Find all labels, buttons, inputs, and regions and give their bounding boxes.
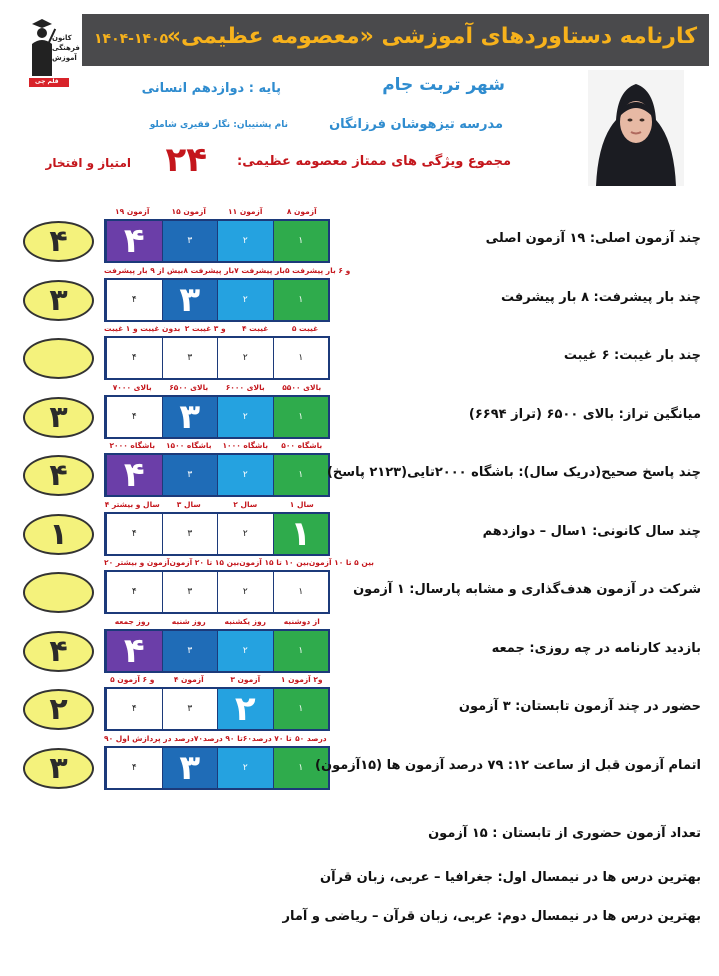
total-value: ۲۴ — [165, 140, 207, 180]
level-cell-1: ۱ — [273, 455, 329, 495]
score-circle: ۱ — [23, 514, 94, 555]
row-level-labels — [104, 324, 330, 336]
level-box — [104, 746, 330, 790]
level-cell-4: ۴ — [106, 748, 162, 788]
level-cell-3: ۳ — [162, 221, 218, 261]
question-text: چند پاسخ صحیح(دریک سال): باشگاه ۲۰۰۰تایی(۲۱۲۳ پاسخ) — [326, 465, 701, 480]
level-cell-4: ۴ — [106, 631, 162, 671]
level-label: ۹۰ درصد در پردازش اول — [104, 734, 194, 743]
level-cell-3: ۳ — [162, 338, 218, 378]
level-label: بالای ۶۵۰۰ — [169, 383, 209, 392]
row-level-labels — [104, 383, 330, 395]
level-label: ۵ و ۶ بار پیشرفت — [284, 266, 351, 275]
level-label: ۵ و ۶ آزمون — [110, 675, 155, 684]
row-level-labels — [104, 441, 330, 453]
level-cell-3: ۳ — [162, 631, 218, 671]
total-suffix: امتیاز و افتخار — [45, 156, 131, 170]
logo-text-4: قلم چی — [35, 78, 59, 85]
city-label: شهر تربت جام — [382, 75, 505, 95]
level-label: ۴ آزمون — [173, 675, 204, 684]
level-label: باشگاه ۱۵۰۰ — [165, 441, 212, 450]
level-label: ۲۰ آزمون و بیشتر — [104, 558, 170, 567]
question-text: چند آزمون اصلی: ۱۹ آزمون اصلی — [485, 231, 701, 246]
level-label: ۳ آزمون — [230, 675, 261, 684]
level-label: ۷ بار پیشرفت — [234, 266, 285, 275]
score-circle: ۴ — [23, 221, 94, 262]
level-cell-3: ۳ — [162, 514, 218, 554]
level-box — [104, 219, 330, 263]
level-cell-4: ۴ — [106, 338, 162, 378]
level-label: از دوشنبه — [283, 617, 320, 626]
total-label: مجموع ویژگی های ممتاز معصومه عظیمی: — [237, 154, 511, 169]
level-cell-4: ۴ — [106, 221, 162, 261]
level-cell-2: ۲ — [217, 455, 273, 495]
logo-text-1: کانون — [52, 34, 72, 42]
row-level-labels — [104, 734, 330, 746]
level-label: بین ۱۰ تا ۱۵ آزمون — [239, 558, 309, 567]
level-cell-2: ۲ — [217, 280, 273, 320]
row-level-labels — [104, 207, 330, 219]
question-text: چند سال کانونی: ۱سال – دوازدهم — [482, 524, 701, 539]
level-cell-2: ۲ — [217, 221, 273, 261]
level-cell-3: ۳ — [162, 397, 218, 437]
question-text: شرکت در آزمون هدف‌گذاری و مشابه پارسال: ۱ آزمون — [353, 582, 701, 597]
level-label: روز شنبه — [171, 617, 206, 626]
level-box — [104, 570, 330, 614]
level-label: بالای ۶۰۰۰ — [225, 383, 265, 392]
footer-line-1: تعداد آزمون حضوری از تابستان : ۱۵ آزمون — [428, 826, 701, 841]
level-cell-2: ۲ — [217, 397, 273, 437]
level-box — [104, 336, 330, 380]
title-bar — [82, 14, 709, 66]
level-label: بالای ۵۵۰۰ — [282, 383, 322, 392]
footer-line-2: بهترین درس ها در نیمسال اول: جغرافیا – عربی، زبان قرآن — [319, 870, 701, 885]
level-label: بدون غیبت و ۱ غیبت — [104, 324, 181, 333]
score-circle: ۴ — [23, 631, 94, 672]
level-cell-2: ۲ — [217, 338, 273, 378]
level-label: روز جمعه — [114, 617, 150, 626]
level-label: ۸ آزمون — [286, 207, 317, 216]
level-box — [104, 395, 330, 439]
grade-label: پایه : دوازدهم انسانی — [141, 81, 281, 96]
academic-year: ۱۴۰۴-۱۴۰۵ — [94, 31, 169, 47]
row-level-labels — [104, 558, 374, 570]
level-cell-1: ۱ — [273, 572, 329, 612]
level-box — [104, 687, 330, 731]
level-cell-1: ۱ — [273, 280, 329, 320]
level-cell-1: ۱ — [273, 338, 329, 378]
level-cell-1: ۱ — [273, 748, 329, 788]
level-label: ۱۱ آزمون — [228, 207, 263, 216]
level-label: ۴ غیبت — [241, 324, 269, 333]
level-label: ۱ و۲ آزمون — [280, 675, 323, 684]
score-circle: ۲ — [23, 689, 94, 730]
level-cell-1: ۱ — [273, 689, 329, 729]
student-photo — [588, 70, 684, 186]
level-box — [104, 629, 330, 673]
level-label: ۵ غیبت — [291, 324, 319, 333]
question-text: بازدید کارنامه در چه روزی: جمعه — [491, 641, 701, 656]
score-circle — [23, 572, 94, 613]
level-box — [104, 453, 330, 497]
level-cell-3: ۳ — [162, 689, 218, 729]
question-text: حضور در چند آزمون تابستان: ۳ آزمون — [458, 699, 701, 714]
level-cell-4: ۴ — [106, 397, 162, 437]
question-text: چند بار غیبت: ۶ غیبت — [563, 348, 701, 363]
level-cell-2: ۲ — [217, 748, 273, 788]
level-label: ۶۰تا ۷۰ درصد — [242, 734, 292, 743]
level-label: بالای ۷۰۰۰ — [112, 383, 152, 392]
level-cell-3: ۳ — [162, 455, 218, 495]
kanoon-logo — [22, 14, 80, 92]
level-box — [104, 512, 330, 556]
score-circle — [23, 338, 94, 379]
level-cell-1: ۱ — [273, 221, 329, 261]
level-cell-2: ۲ — [217, 631, 273, 671]
score-circle: ۳ — [23, 748, 94, 789]
score-circle: ۳ — [23, 397, 94, 438]
question-text: میانگین تراز: بالای ۶۵۰۰ (تراز ۶۶۹۴) — [468, 407, 701, 422]
level-label: ۱۹ آزمون — [115, 207, 150, 216]
row-level-labels — [104, 617, 330, 629]
level-label: باشگاه ۲۰۰۰ — [109, 441, 156, 450]
level-cell-2: ۲ — [217, 572, 273, 612]
level-label: ۲ سال — [233, 500, 258, 509]
level-label: ۱۵ آزمون — [171, 207, 206, 216]
level-cell-1: ۱ — [273, 514, 329, 554]
question-text: اتمام آزمون قبل از ساعت ۱۲: ۷۹ درصد آزمون ها (۱۵آزمون) — [315, 758, 701, 773]
level-label: ۲ و ۳ غیبت — [184, 324, 226, 333]
question-text: چند بار پیشرفت: ۸ بار پیشرفت — [500, 290, 701, 305]
logo-text-2: فرهنگی — [52, 44, 80, 52]
level-label: ۱ سال — [289, 500, 314, 509]
level-cell-4: ۴ — [106, 514, 162, 554]
level-label: ۵۰ درصد — [295, 734, 327, 743]
level-cell-3: ۳ — [162, 748, 218, 788]
level-label: باشگاه ۵۰۰ — [281, 441, 323, 450]
row-level-labels — [104, 500, 330, 512]
level-label: بین ۱۵ تا ۲۰ آزمون — [169, 558, 240, 567]
footer-line-3: بهترین درس ها در نیمسال دوم: عربی، زبان قرآن – ریاضی و آمار — [282, 909, 701, 924]
level-cell-1: ۱ — [273, 397, 329, 437]
level-cell-2: ۲ — [217, 514, 273, 554]
row-level-labels — [104, 675, 330, 687]
level-cell-4: ۴ — [106, 689, 162, 729]
level-label: روز یکشنبه — [224, 617, 266, 626]
level-cell-4: ۴ — [106, 572, 162, 612]
row-level-labels — [104, 266, 351, 278]
level-cell-2: ۲ — [217, 689, 273, 729]
level-label: بیش از ۹ بار پیشرفت — [104, 266, 184, 275]
level-label: ۸ بار پیشرفت — [183, 266, 235, 275]
level-cell-3: ۳ — [162, 572, 218, 612]
level-cell-4: ۴ — [106, 455, 162, 495]
level-cell-3: ۳ — [162, 280, 218, 320]
logo-text-3: آموزش — [52, 54, 77, 62]
score-circle: ۴ — [23, 455, 94, 496]
level-box — [104, 278, 330, 322]
school-label: مدرسه تیزهوشان فرزانگان — [329, 117, 503, 132]
level-label: ۷۰تا ۹۰ درصد — [193, 734, 243, 743]
level-label: ۴ سال و بیشتر — [104, 500, 160, 509]
level-cell-1: ۱ — [273, 631, 329, 671]
supporter-label: نام پشتیبان: نگار فقیری شاملو — [149, 120, 288, 130]
level-label: بین ۵ تا ۱۰ آزمون — [308, 558, 374, 567]
level-cell-4: ۴ — [106, 280, 162, 320]
page-title: کارنامه دستاوردهای آموزشی «معصومه عظیمی» — [166, 24, 697, 49]
level-label: باشگاه ۱۰۰۰ — [222, 441, 269, 450]
level-label: ۳ سال — [176, 500, 201, 509]
score-circle: ۳ — [23, 280, 94, 321]
